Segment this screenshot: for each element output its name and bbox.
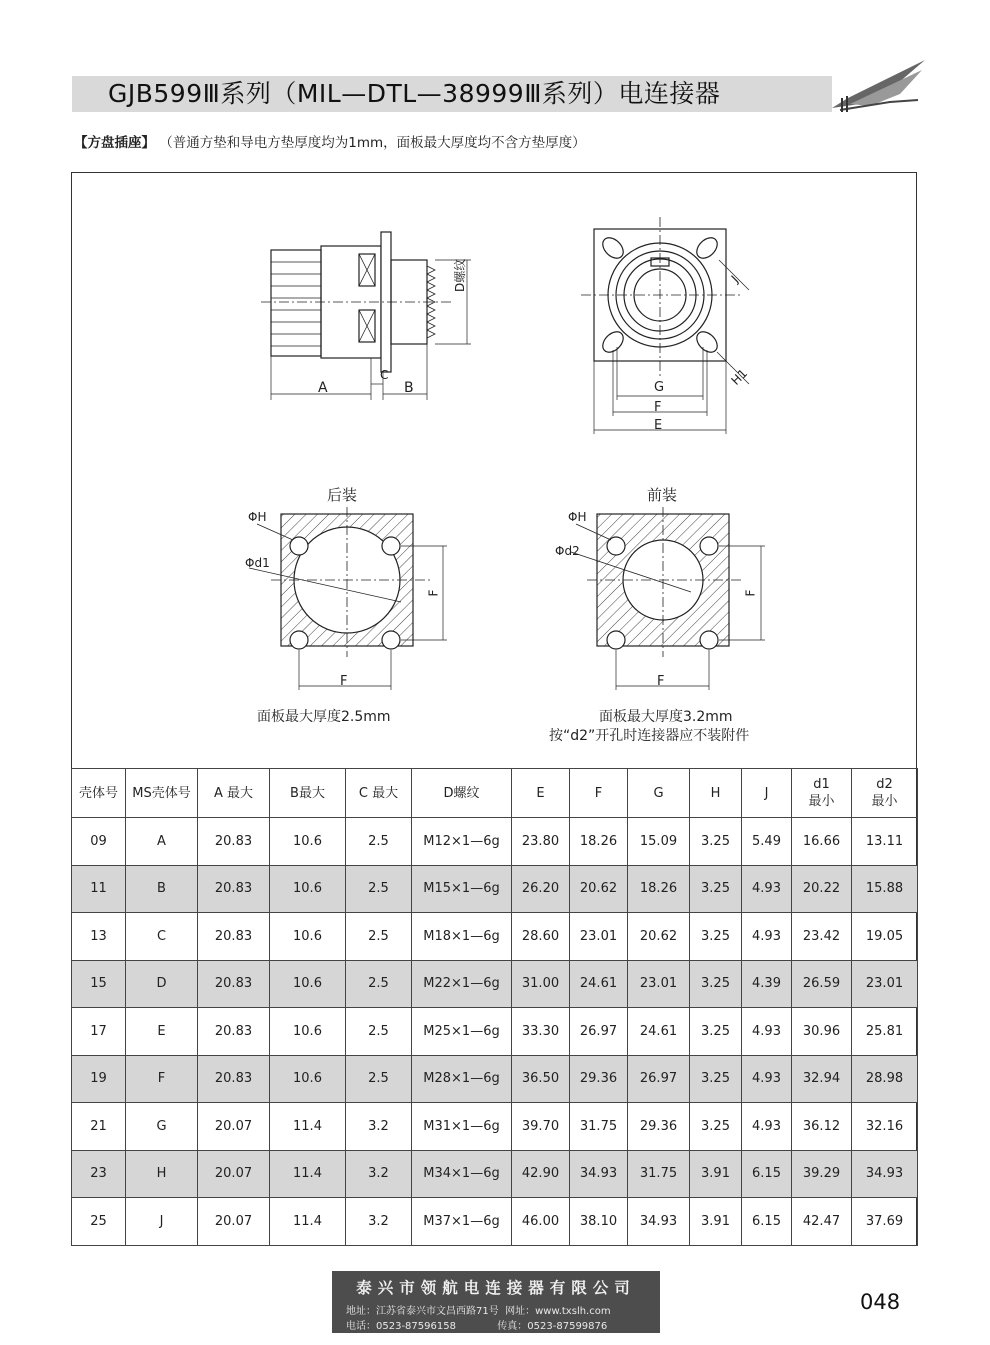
- table-cell: 2.5: [346, 913, 412, 961]
- table-cell: 11.4: [270, 1150, 346, 1198]
- table-cell: 11.4: [270, 1103, 346, 1151]
- table-cell: 09: [72, 818, 126, 866]
- table-cell: 28.98: [852, 1055, 918, 1103]
- table-cell: 5.49: [742, 818, 792, 866]
- table-cell: 4.93: [742, 1008, 792, 1056]
- footer-box: [332, 1271, 660, 1333]
- table-cell: 4.93: [742, 913, 792, 961]
- table-row: [72, 1055, 918, 1103]
- table-cell: 3.2: [346, 1150, 412, 1198]
- company-name: 泰兴市领航电连接器有限公司: [356, 1278, 636, 1297]
- table-cell: 20.22: [792, 865, 852, 913]
- front-view-drawing: [581, 217, 749, 434]
- table-cell: 20.07: [198, 1103, 270, 1151]
- table-cell: 6.15: [742, 1198, 792, 1246]
- table-cell: 10.6: [270, 1008, 346, 1056]
- table-cell: 34.93: [852, 1150, 918, 1198]
- table-cell: A: [126, 818, 198, 866]
- table-cell: 20.62: [570, 865, 628, 913]
- header-text: MS壳体号: [132, 785, 191, 801]
- table-cell: 3.2: [346, 1103, 412, 1151]
- table-cell: 15: [72, 960, 126, 1008]
- table-cell: 2.5: [346, 960, 412, 1008]
- footer-address-line: [346, 1302, 611, 1317]
- table-cell: 20.83: [198, 1008, 270, 1056]
- header-text: J: [764, 785, 769, 801]
- table-cell: F: [126, 1055, 198, 1103]
- front-mount-title: 前装: [647, 486, 678, 504]
- front-mount-caption: 面板最大厚度3.2mm: [599, 709, 733, 725]
- header-text: d2: [876, 777, 893, 792]
- rear-f-vertical-label: F: [426, 589, 441, 597]
- phi-d2-label: Φd2: [555, 544, 580, 558]
- table-row: [72, 818, 918, 866]
- table-cell: 3.25: [690, 960, 742, 1008]
- table-cell: 34.93: [570, 1150, 628, 1198]
- table-header-cell: [628, 769, 690, 818]
- table-cell: 23.80: [512, 818, 570, 866]
- address-label: 地址：: [346, 1306, 376, 1317]
- table-header-cell: [792, 769, 852, 818]
- table-cell: 46.00: [512, 1198, 570, 1246]
- table-cell: M15×1—6g: [412, 865, 512, 913]
- table-row: [72, 1008, 918, 1056]
- table-cell: 15.88: [852, 865, 918, 913]
- header-text: E: [536, 785, 545, 801]
- spec-table: [71, 768, 918, 1246]
- table-header-cell: [412, 769, 512, 818]
- table-header-cell: [742, 769, 792, 818]
- table-cell: J: [126, 1198, 198, 1246]
- table-cell: 10.6: [270, 913, 346, 961]
- table-cell: 23: [72, 1150, 126, 1198]
- table-cell: 32.16: [852, 1103, 918, 1151]
- table-row: [72, 1103, 918, 1151]
- table-cell: 18.26: [628, 865, 690, 913]
- web-label: 网址：: [505, 1306, 536, 1317]
- page-number: 048: [860, 1290, 901, 1314]
- table-cell: B: [126, 865, 198, 913]
- table-cell: 38.10: [570, 1198, 628, 1246]
- table-header-cell: [852, 769, 918, 818]
- table-cell: 3.91: [690, 1198, 742, 1246]
- table-cell: 32.94: [792, 1055, 852, 1103]
- dim-f-label: F: [654, 400, 662, 415]
- table-cell: 2.5: [346, 818, 412, 866]
- table-header-cell: [570, 769, 628, 818]
- table-cell: 28.60: [512, 913, 570, 961]
- table-header-cell: [512, 769, 570, 818]
- table-cell: 19: [72, 1055, 126, 1103]
- table-cell: D: [126, 960, 198, 1008]
- table-header-cell: [690, 769, 742, 818]
- table-row: [72, 1150, 918, 1198]
- header-text: D螺纹: [443, 785, 480, 801]
- table-cell: 23.01: [570, 913, 628, 961]
- table-cell: 2.5: [346, 1008, 412, 1056]
- dim-g-label: G: [654, 380, 665, 395]
- table-row: [72, 1198, 918, 1246]
- table-cell: 3.25: [690, 1103, 742, 1151]
- front-f-vertical-label: F: [743, 589, 758, 597]
- fax-label: 传真：: [497, 1321, 528, 1332]
- table-cell: 23.01: [852, 960, 918, 1008]
- phone-value: 0523-87596158: [376, 1321, 456, 1332]
- header-subtext: 最小: [871, 794, 898, 809]
- table-cell: C: [126, 913, 198, 961]
- rear-mount-caption: 面板最大厚度2.5mm: [257, 709, 391, 725]
- table-cell: M37×1—6g: [412, 1198, 512, 1246]
- table-cell: 18.26: [570, 818, 628, 866]
- technical-drawings: [71, 172, 917, 768]
- dim-b-label: B: [404, 380, 414, 396]
- table-cell: E: [126, 1008, 198, 1056]
- table-cell: 23.01: [628, 960, 690, 1008]
- table-cell: 3.25: [690, 913, 742, 961]
- front-f-label: F: [657, 674, 665, 689]
- table-cell: 16.66: [792, 818, 852, 866]
- table-cell: M28×1—6g: [412, 1055, 512, 1103]
- table-cell: 24.61: [570, 960, 628, 1008]
- table-cell: 4.93: [742, 1103, 792, 1151]
- table-cell: 29.36: [570, 1055, 628, 1103]
- table-cell: 10.6: [270, 960, 346, 1008]
- front-phi-h-label: ΦH: [568, 510, 587, 524]
- table-header-cell: [270, 769, 346, 818]
- rear-phi-h-label: ΦH: [248, 510, 267, 524]
- table-cell: 39.70: [512, 1103, 570, 1151]
- table-cell: 11: [72, 865, 126, 913]
- header-text: C 最大: [358, 785, 399, 801]
- dim-c-label: C: [380, 368, 389, 382]
- table-cell: 37.69: [852, 1198, 918, 1246]
- table-cell: M31×1—6g: [412, 1103, 512, 1151]
- table-header-cell: [346, 769, 412, 818]
- section-subtitle: [74, 131, 586, 151]
- footer-contact-line: [346, 1317, 607, 1332]
- table-cell: 30.96: [792, 1008, 852, 1056]
- header-text: A 最大: [213, 785, 254, 801]
- phone-label: 电话：: [346, 1321, 376, 1332]
- table-cell: G: [126, 1103, 198, 1151]
- table-cell: 20.83: [198, 818, 270, 866]
- table-cell: 20.83: [198, 1055, 270, 1103]
- front-mount-note: 按“d2”开孔时连接器应不装附件: [549, 728, 750, 744]
- table-cell: 10.6: [270, 865, 346, 913]
- dim-e-label: E: [654, 418, 663, 433]
- table-cell: 3.25: [690, 865, 742, 913]
- table-header-cell: [72, 769, 126, 818]
- table-body: [72, 818, 918, 1246]
- table-cell: 25.81: [852, 1008, 918, 1056]
- rear-mount-cutout: [249, 507, 447, 690]
- section-note: （普通方垫和导电方垫厚度均为1mm，面板最大厚度均不含方垫厚度）: [159, 135, 586, 151]
- drawings-svg: [71, 172, 917, 768]
- table-cell: 3.91: [690, 1150, 742, 1198]
- table-row: [72, 960, 918, 1008]
- table-cell: 42.90: [512, 1150, 570, 1198]
- table-cell: H: [126, 1150, 198, 1198]
- table-cell: 33.30: [512, 1008, 570, 1056]
- table-cell: 17: [72, 1008, 126, 1056]
- table-cell: 26.20: [512, 865, 570, 913]
- table-cell: 13: [72, 913, 126, 961]
- table-cell: 4.93: [742, 1055, 792, 1103]
- table-cell: 26.97: [628, 1055, 690, 1103]
- table-cell: 3.25: [690, 1008, 742, 1056]
- page-title: GJB599Ⅲ系列（MIL—DTL—38999Ⅲ系列）电连接器: [108, 79, 721, 108]
- table-cell: 3.25: [690, 818, 742, 866]
- table-cell: 13.11: [852, 818, 918, 866]
- table-cell: 20.83: [198, 913, 270, 961]
- front-mount-cutout: [571, 507, 765, 690]
- table-row: [72, 865, 918, 913]
- table-cell: 24.61: [628, 1008, 690, 1056]
- table-cell: 3.2: [346, 1198, 412, 1246]
- thread-label: D螺纹: [453, 258, 467, 292]
- table-header-row: [72, 769, 918, 818]
- table-cell: 26.59: [792, 960, 852, 1008]
- table-cell: 31.75: [628, 1150, 690, 1198]
- table-header-cell: [198, 769, 270, 818]
- table-cell: 31.75: [570, 1103, 628, 1151]
- table-cell: M12×1—6g: [412, 818, 512, 866]
- header-text: 壳体号: [78, 785, 118, 801]
- table-cell: 21: [72, 1103, 126, 1151]
- table-cell: 4.93: [742, 865, 792, 913]
- table-cell: M34×1—6g: [412, 1150, 512, 1198]
- table-cell: 20.62: [628, 913, 690, 961]
- fax-value: 0523-87599876: [527, 1321, 608, 1332]
- table-cell: 36.50: [512, 1055, 570, 1103]
- table-cell: 15.09: [628, 818, 690, 866]
- table-cell: 11.4: [270, 1198, 346, 1246]
- rear-mount-title: 后装: [327, 486, 358, 504]
- table-cell: 3.25: [690, 1055, 742, 1103]
- side-view-drawing: [261, 232, 471, 400]
- table-cell: 20.07: [198, 1198, 270, 1246]
- table-cell: 31.00: [512, 960, 570, 1008]
- table-cell: 4.39: [742, 960, 792, 1008]
- header-text: H: [710, 785, 721, 801]
- header-text: F: [594, 785, 603, 801]
- table-cell: 36.12: [792, 1103, 852, 1151]
- table-cell: 25: [72, 1198, 126, 1246]
- table-cell: 2.5: [346, 1055, 412, 1103]
- table-cell: 10.6: [270, 818, 346, 866]
- section-tag: 【方盘插座】: [74, 135, 155, 151]
- table-cell: 42.47: [792, 1198, 852, 1246]
- table-cell: 10.6: [270, 1055, 346, 1103]
- table-cell: 20.07: [198, 1150, 270, 1198]
- dim-j-label: J: [728, 272, 741, 286]
- header-text: G: [653, 785, 664, 801]
- phi-d1-label: Φd1: [245, 556, 270, 570]
- table-cell: 2.5: [346, 865, 412, 913]
- table-row: [72, 913, 918, 961]
- header-text: B最大: [290, 785, 325, 801]
- table-cell: 19.05: [852, 913, 918, 961]
- table-cell: 20.83: [198, 865, 270, 913]
- table-cell: 6.15: [742, 1150, 792, 1198]
- table-cell: 23.42: [792, 913, 852, 961]
- table-header-cell: [126, 769, 198, 818]
- company-logo: [830, 60, 925, 115]
- web-value[interactable]: www.txslh.com: [535, 1306, 611, 1317]
- table-cell: 34.93: [628, 1198, 690, 1246]
- table-cell: M25×1—6g: [412, 1008, 512, 1056]
- table-cell: 29.36: [628, 1103, 690, 1151]
- dim-h1-label: H1: [728, 366, 751, 388]
- table-cell: 20.83: [198, 960, 270, 1008]
- table-cell: 39.29: [792, 1150, 852, 1198]
- dim-a-label: A: [318, 380, 328, 396]
- rear-f-label: F: [340, 674, 348, 689]
- header-subtext: 最小: [808, 794, 835, 809]
- address-value: 江苏省泰兴市文昌西路71号: [376, 1306, 499, 1317]
- header-text: d1: [813, 777, 830, 792]
- table-cell: M22×1—6g: [412, 960, 512, 1008]
- table-cell: 26.97: [570, 1008, 628, 1056]
- table-cell: M18×1—6g: [412, 913, 512, 961]
